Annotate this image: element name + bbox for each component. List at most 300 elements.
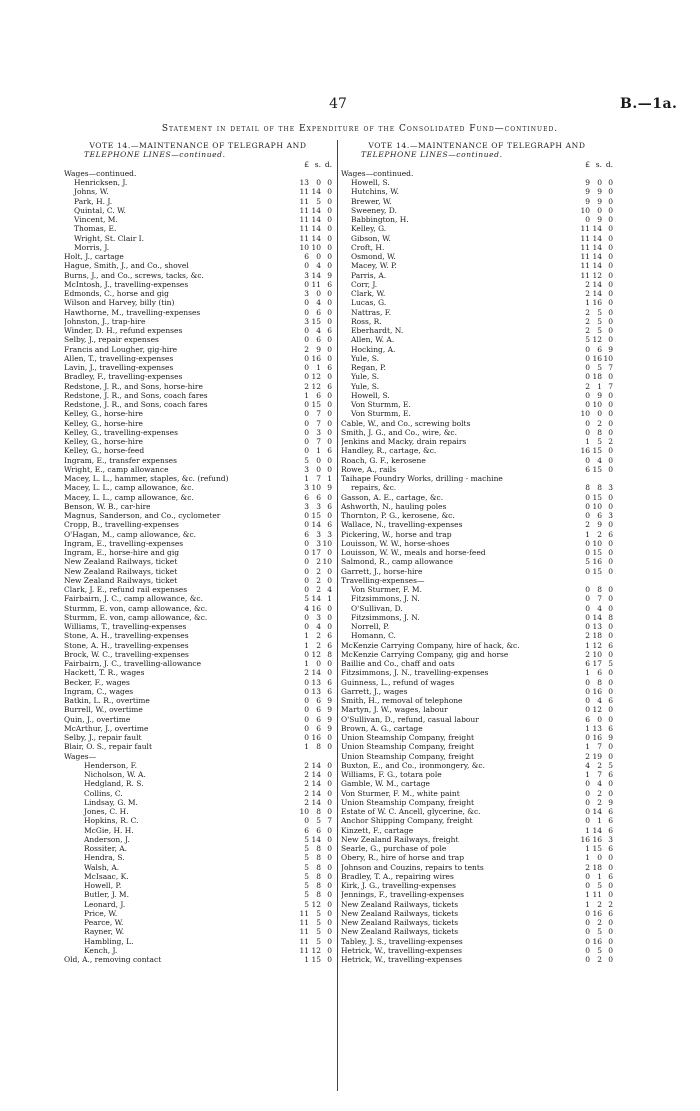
expenditure-row <box>341 650 613 659</box>
pence-value: 10 <box>322 538 332 548</box>
pence-value: 0 <box>608 326 613 335</box>
expenditure-row <box>341 557 613 566</box>
expenditure-row <box>341 641 613 650</box>
item-amount <box>574 215 613 224</box>
pence-value: 0 <box>608 603 613 613</box>
statement-heading: Statement in detail of the Expenditure of the Consolidated Fund—continued. <box>161 124 559 134</box>
pounds-value: 0 <box>585 511 590 520</box>
item-description: Johnson and Couzins, repairs to tents <box>341 862 484 872</box>
item-amount <box>574 631 613 640</box>
item-description: O'Sullivan, D., refund, casual labour <box>341 714 479 724</box>
shillings-value: 6 <box>316 307 321 317</box>
pounds-value: 1 <box>304 640 309 650</box>
shillings-value: 8 <box>316 862 321 872</box>
pence-value: 0 <box>608 742 613 752</box>
pounds-value: 0 <box>585 881 590 890</box>
item-amount <box>574 826 613 835</box>
expenditure-row <box>341 372 613 381</box>
pounds-value: 0 <box>585 538 590 548</box>
pounds-value: 0 <box>304 326 309 335</box>
expenditure-row <box>64 835 332 844</box>
pence-value: 0 <box>608 492 613 502</box>
pence-value: 0 <box>327 788 332 798</box>
item-description: Kelley, G., horse-hire <box>64 418 143 428</box>
pounds-value: 0 <box>585 622 590 631</box>
expenditure-row <box>64 446 332 455</box>
expenditure-row <box>64 354 332 363</box>
shillings-value: 15 <box>311 955 321 964</box>
expenditure-row <box>341 446 613 455</box>
pounds-value: 3 <box>304 501 309 511</box>
pounds-value: 3 <box>304 483 309 493</box>
expenditure-row <box>64 326 332 335</box>
item-description: Lavin, J., travelling-expenses <box>64 363 174 372</box>
shillings-value: 15 <box>311 316 321 326</box>
item-amount <box>574 298 613 307</box>
page-reference: B.—1a. <box>620 96 678 112</box>
pence-value: 6 <box>327 446 332 456</box>
pence-value: 0 <box>608 289 613 298</box>
item-description: Louisson, W. W., meals and horse-feed <box>341 548 486 557</box>
pounds-value: 11 <box>299 908 309 918</box>
pounds-value: 9 <box>585 178 590 187</box>
expenditure-row <box>64 594 332 603</box>
item-amount <box>293 844 332 853</box>
item-description: Anchor Shipping Company, freight <box>341 816 473 826</box>
shillings-value: 11 <box>311 279 321 289</box>
item-amount <box>293 289 332 298</box>
item-amount <box>574 844 613 853</box>
expenditure-row <box>64 705 332 714</box>
shillings-value: 12 <box>592 705 602 715</box>
shillings-value: 0 <box>597 205 602 215</box>
shillings-value: 9 <box>597 196 602 206</box>
expenditure-row <box>64 261 332 270</box>
shillings-value: 12 <box>311 649 321 659</box>
pence-value: 0 <box>327 575 332 585</box>
item-description: Salmond, R., camp allowance <box>341 557 453 567</box>
pence-value: 0 <box>327 908 332 918</box>
item-description: Thomas, E. <box>74 224 117 234</box>
pounds-value: 0 <box>585 908 590 918</box>
item-amount <box>574 678 613 687</box>
pounds-value: 8 <box>585 483 590 493</box>
item-amount <box>574 585 613 594</box>
item-description: Gasson, A. E., cartage, &c. <box>341 492 444 502</box>
item-description: Von Sturmm, E. <box>351 409 411 419</box>
expenditure-row <box>341 224 613 233</box>
pence-value: 6 <box>608 844 613 853</box>
pence-value: 8 <box>327 649 332 659</box>
pounds-value: 0 <box>585 353 590 363</box>
item-description: Kelley, G., travelling-expenses <box>64 427 178 437</box>
pence-value: 0 <box>608 853 613 863</box>
shillings-value: 6 <box>316 705 321 715</box>
item-amount <box>293 890 332 899</box>
item-description: Kelley, G., horse-hire <box>64 409 143 419</box>
pounds-value: 1 <box>585 825 590 835</box>
shillings-value: 0 <box>316 659 321 668</box>
item-description: Park, H. J. <box>74 196 113 206</box>
item-amount <box>293 604 332 613</box>
pounds-value: 0 <box>304 566 309 576</box>
item-description: Homann, C. <box>351 631 396 641</box>
item-amount <box>293 650 332 659</box>
pounds-value: 11 <box>299 936 309 946</box>
expenditure-row <box>64 641 332 650</box>
shillings-value: 14 <box>311 594 321 604</box>
item-description: Burns, J., and Co., screws, tacks, &c. <box>64 270 204 280</box>
pence-value: 0 <box>327 390 332 400</box>
expenditure-row <box>64 863 332 872</box>
pounds-value: 2 <box>304 788 309 798</box>
item-amount <box>574 372 613 381</box>
pounds-value: 0 <box>585 955 590 964</box>
pence-value: 0 <box>327 899 332 909</box>
pounds-value: 0 <box>585 594 590 604</box>
shillings-value: 8 <box>597 677 602 687</box>
expenditure-row <box>341 187 613 196</box>
shillings-value: 9 <box>316 344 321 354</box>
item-description: Sturmm, E. von, camp allowance, &c. <box>64 612 208 622</box>
item-description: Hague, Smith, J., and Co., shovel <box>64 261 189 271</box>
pence-value: 0 <box>327 307 332 317</box>
item-description: Yule, S. <box>351 381 379 391</box>
pounds-value: 0 <box>304 437 309 446</box>
item-amount <box>293 465 332 474</box>
pence-value: 0 <box>327 890 332 900</box>
shillings-value: 14 <box>311 834 321 844</box>
pence-header: d. <box>324 159 332 169</box>
item-description: Williams, T., travelling-expenses <box>64 622 187 631</box>
shillings-value: 18 <box>592 862 602 872</box>
shillings-value: 16 <box>592 353 602 363</box>
pence-value: 0 <box>608 881 613 890</box>
expenditure-row <box>64 437 332 446</box>
pence-value: 0 <box>327 187 332 197</box>
item-description: Walsh, A. <box>84 862 120 872</box>
item-amount <box>574 428 613 437</box>
pence-value: 10 <box>603 353 613 363</box>
item-amount <box>293 937 332 946</box>
item-amount <box>293 474 332 483</box>
item-amount <box>293 724 332 733</box>
shillings-value: 0 <box>597 178 602 187</box>
item-amount <box>293 881 332 890</box>
expenditure-row <box>341 465 613 474</box>
shillings-value: 10 <box>592 538 602 548</box>
item-amount <box>574 289 613 298</box>
expenditure-row <box>64 696 332 705</box>
pence-value: 0 <box>327 603 332 613</box>
pounds-value: 0 <box>304 307 309 317</box>
expenditure-row <box>341 409 613 418</box>
item-description: Gamble, W. M., cartage <box>341 779 430 789</box>
shillings-value: 4 <box>597 455 602 465</box>
item-amount <box>293 409 332 418</box>
shillings-value: 0 <box>316 455 321 465</box>
expenditure-row <box>341 696 613 705</box>
pence-value: 0 <box>608 205 613 215</box>
shillings-value: 16 <box>592 733 602 742</box>
item-description: repairs, &c. <box>351 483 397 493</box>
item-description: Morris, J. <box>74 242 110 252</box>
pounds-value: 0 <box>304 261 309 271</box>
expenditure-row <box>341 835 613 844</box>
shillings-value: 0 <box>597 409 602 419</box>
pounds-value: 16 <box>580 446 590 456</box>
item-amount <box>574 206 613 215</box>
shillings-value: 3 <box>316 427 321 437</box>
pence-value: 6 <box>608 825 613 835</box>
item-description: Price, W. <box>84 908 118 918</box>
item-description: Selby, J., repair expenses <box>64 335 159 345</box>
item-amount <box>293 298 332 307</box>
pounds-value: 0 <box>585 215 590 224</box>
item-description: Ingram, E., travelling-expenses <box>64 538 184 548</box>
pounds-value: 6 <box>585 714 590 724</box>
expenditure-row <box>341 678 613 687</box>
expenditure-row <box>341 890 613 899</box>
pounds-value: 0 <box>585 945 590 955</box>
expenditure-row <box>341 493 613 502</box>
pence-value: 0 <box>608 215 613 224</box>
expenditure-row <box>64 474 332 483</box>
item-description: Guinness, L., refund of wages <box>341 677 455 687</box>
pence-value: 0 <box>327 418 332 428</box>
item-description: New Zealand Railways, ticket <box>64 557 178 567</box>
shillings-value: 1 <box>316 363 321 372</box>
pence-value: 0 <box>327 372 332 382</box>
expenditure-row <box>64 252 332 261</box>
item-amount <box>293 206 332 215</box>
pence-value: 0 <box>608 566 613 576</box>
shillings-header: s. <box>595 159 602 169</box>
expenditure-row <box>341 298 613 307</box>
expenditure-row <box>341 308 613 317</box>
left-column <box>64 141 332 964</box>
shillings-value: 15 <box>311 511 321 520</box>
shillings-value: 14 <box>311 205 321 215</box>
pence-value: 3 <box>608 511 613 520</box>
shillings-value: 8 <box>316 890 321 900</box>
pounds-value: 0 <box>585 686 590 696</box>
pounds-value: 5 <box>304 871 309 881</box>
item-description: Winder, D. H., refund expenses <box>64 326 183 335</box>
pence-header: d. <box>605 159 613 169</box>
pence-value: 0 <box>608 918 613 927</box>
shillings-value: 5 <box>316 908 321 918</box>
pence-value: 0 <box>608 335 613 345</box>
item-description: Old, A., removing contact <box>64 955 162 964</box>
item-description: Hambling, L. <box>84 936 134 946</box>
shillings-value: 3 <box>316 612 321 622</box>
item-description: Fitzsimmons, J. N. <box>351 594 420 604</box>
shillings-value: 2 <box>597 760 602 770</box>
shillings-value: 15 <box>592 548 602 557</box>
shillings-value: 8 <box>316 881 321 890</box>
shillings-value: 5 <box>316 936 321 946</box>
shillings-value: 1 <box>597 381 602 391</box>
shillings-value: 14 <box>311 233 321 243</box>
pence-value: 9 <box>608 344 613 354</box>
pounds-value: 0 <box>304 733 309 742</box>
pence-value: 0 <box>327 205 332 215</box>
pence-value: 0 <box>327 178 332 187</box>
expenditure-row <box>64 724 332 733</box>
item-description: Kelley, G., horse-hire <box>64 437 143 446</box>
expenditure-row <box>64 520 332 529</box>
pounds-value: 0 <box>585 427 590 437</box>
item-amount <box>574 271 613 280</box>
item-amount <box>574 187 613 196</box>
expenditure-row <box>341 604 613 613</box>
expenditure-row <box>64 807 332 816</box>
pence-value: 0 <box>327 353 332 363</box>
pence-value: 9 <box>608 797 613 807</box>
pence-value: 8 <box>608 612 613 622</box>
shillings-value: 5 <box>597 945 602 955</box>
pence-value: 0 <box>327 659 332 668</box>
pence-value: 0 <box>327 770 332 779</box>
expenditure-row <box>341 881 613 890</box>
pounds-value: 1 <box>585 640 590 650</box>
item-amount <box>293 918 332 927</box>
expenditure-row <box>64 289 332 298</box>
shillings-value: 2 <box>316 585 321 594</box>
pence-value: 0 <box>327 464 332 474</box>
pence-value: 2 <box>608 899 613 909</box>
shillings-value: 2 <box>597 955 602 964</box>
expenditure-row <box>64 391 332 400</box>
expenditure-row <box>64 752 332 761</box>
pence-value: 0 <box>608 677 613 687</box>
shillings-value: 5 <box>597 363 602 372</box>
pounds-value: 2 <box>585 520 590 530</box>
pence-value: 0 <box>608 594 613 604</box>
expenditure-row <box>341 594 613 603</box>
pounds-value: 0 <box>304 511 309 520</box>
item-description: Hutchins, W. <box>351 187 400 197</box>
shillings-value: 16 <box>311 353 321 363</box>
pounds-value: 0 <box>585 418 590 428</box>
expenditure-row <box>341 197 613 206</box>
item-description: Babbington, H. <box>351 215 409 224</box>
pounds-value: 1 <box>304 659 309 668</box>
pounds-value: 11 <box>299 224 309 234</box>
pence-value: 0 <box>327 548 332 557</box>
item-amount <box>574 937 613 946</box>
expenditure-row <box>341 474 613 483</box>
expenditure-row <box>64 733 332 742</box>
expenditure-row <box>64 622 332 631</box>
expenditure-row <box>64 280 332 289</box>
shillings-value: 16 <box>311 733 321 742</box>
shillings-value: 18 <box>592 372 602 382</box>
pounds-value: 13 <box>299 178 309 187</box>
item-description: Jenkins and Macky, drain repairs <box>341 437 467 446</box>
item-description: McKenzie Carrying Company, hire of hack, &c. <box>341 640 520 650</box>
item-amount <box>293 317 332 326</box>
item-amount <box>293 391 332 400</box>
pounds-value: 11 <box>580 224 590 234</box>
item-description: Hawthorne, M., travelling-expenses <box>64 307 201 317</box>
shillings-value: 14 <box>311 668 321 678</box>
shillings-value: 6 <box>316 390 321 400</box>
pounds-header: £ <box>585 159 590 169</box>
expenditure-row <box>341 576 613 585</box>
expenditure-row <box>64 557 332 566</box>
item-description: Stone, A. H., travelling-expenses <box>64 640 189 650</box>
pounds-value: 5 <box>585 557 590 567</box>
shillings-value: 15 <box>592 464 602 474</box>
item-amount <box>574 567 613 576</box>
pounds-value: 0 <box>304 649 309 659</box>
item-description: Allen, W. A. <box>351 335 395 345</box>
shillings-value: 5 <box>316 196 321 206</box>
pounds-value: 10 <box>580 205 590 215</box>
pence-value: 0 <box>327 807 332 816</box>
shillings-value: 10 <box>311 242 321 252</box>
item-description: Clark, W. <box>351 289 386 298</box>
item-description: Redstone, J. R., and Sons, coach fares <box>64 390 208 400</box>
item-amount <box>574 483 613 492</box>
expenditure-row <box>341 631 613 640</box>
item-amount <box>574 308 613 317</box>
item-description: Jones, C. H. <box>84 807 129 816</box>
expenditure-row <box>341 363 613 372</box>
pence-value: 9 <box>327 723 332 733</box>
shillings-value: 6 <box>316 723 321 733</box>
item-amount <box>574 197 613 206</box>
shillings-value: 2 <box>597 899 602 909</box>
expenditure-row <box>341 261 613 270</box>
expenditure-row <box>64 918 332 927</box>
item-description: Collins, C. <box>84 788 123 798</box>
item-amount <box>293 641 332 650</box>
expenditure-row <box>341 335 613 344</box>
pence-value: 9 <box>327 714 332 724</box>
pounds-value: 1 <box>304 474 309 483</box>
pounds-value: 1 <box>585 890 590 900</box>
item-amount <box>574 927 613 936</box>
expenditure-row <box>64 955 332 964</box>
item-amount <box>293 955 332 964</box>
item-description: Macey, L. L., camp allowance, &c. <box>64 483 194 493</box>
pounds-value: 0 <box>585 566 590 576</box>
pounds-value: 0 <box>585 585 590 594</box>
item-description: Rayner, W. <box>84 927 125 937</box>
expenditure-row <box>341 816 613 825</box>
expenditure-row <box>341 206 613 215</box>
pence-value: 0 <box>327 612 332 622</box>
pence-value: 0 <box>608 751 613 761</box>
item-description: Williams, F. G., totara pole <box>341 770 442 779</box>
expenditure-row <box>341 585 613 594</box>
pounds-value: 5 <box>304 899 309 909</box>
pounds-value: 0 <box>304 677 309 687</box>
pence-value: 9 <box>327 270 332 280</box>
pence-value: 0 <box>327 437 332 446</box>
shillings-value: 16 <box>592 936 602 946</box>
item-amount <box>574 890 613 899</box>
item-amount <box>293 927 332 936</box>
expenditure-row <box>341 548 613 557</box>
pence-value: 0 <box>608 446 613 456</box>
pence-value: 6 <box>327 686 332 696</box>
expenditure-row <box>341 382 613 391</box>
item-description: Croft, H. <box>351 242 385 252</box>
